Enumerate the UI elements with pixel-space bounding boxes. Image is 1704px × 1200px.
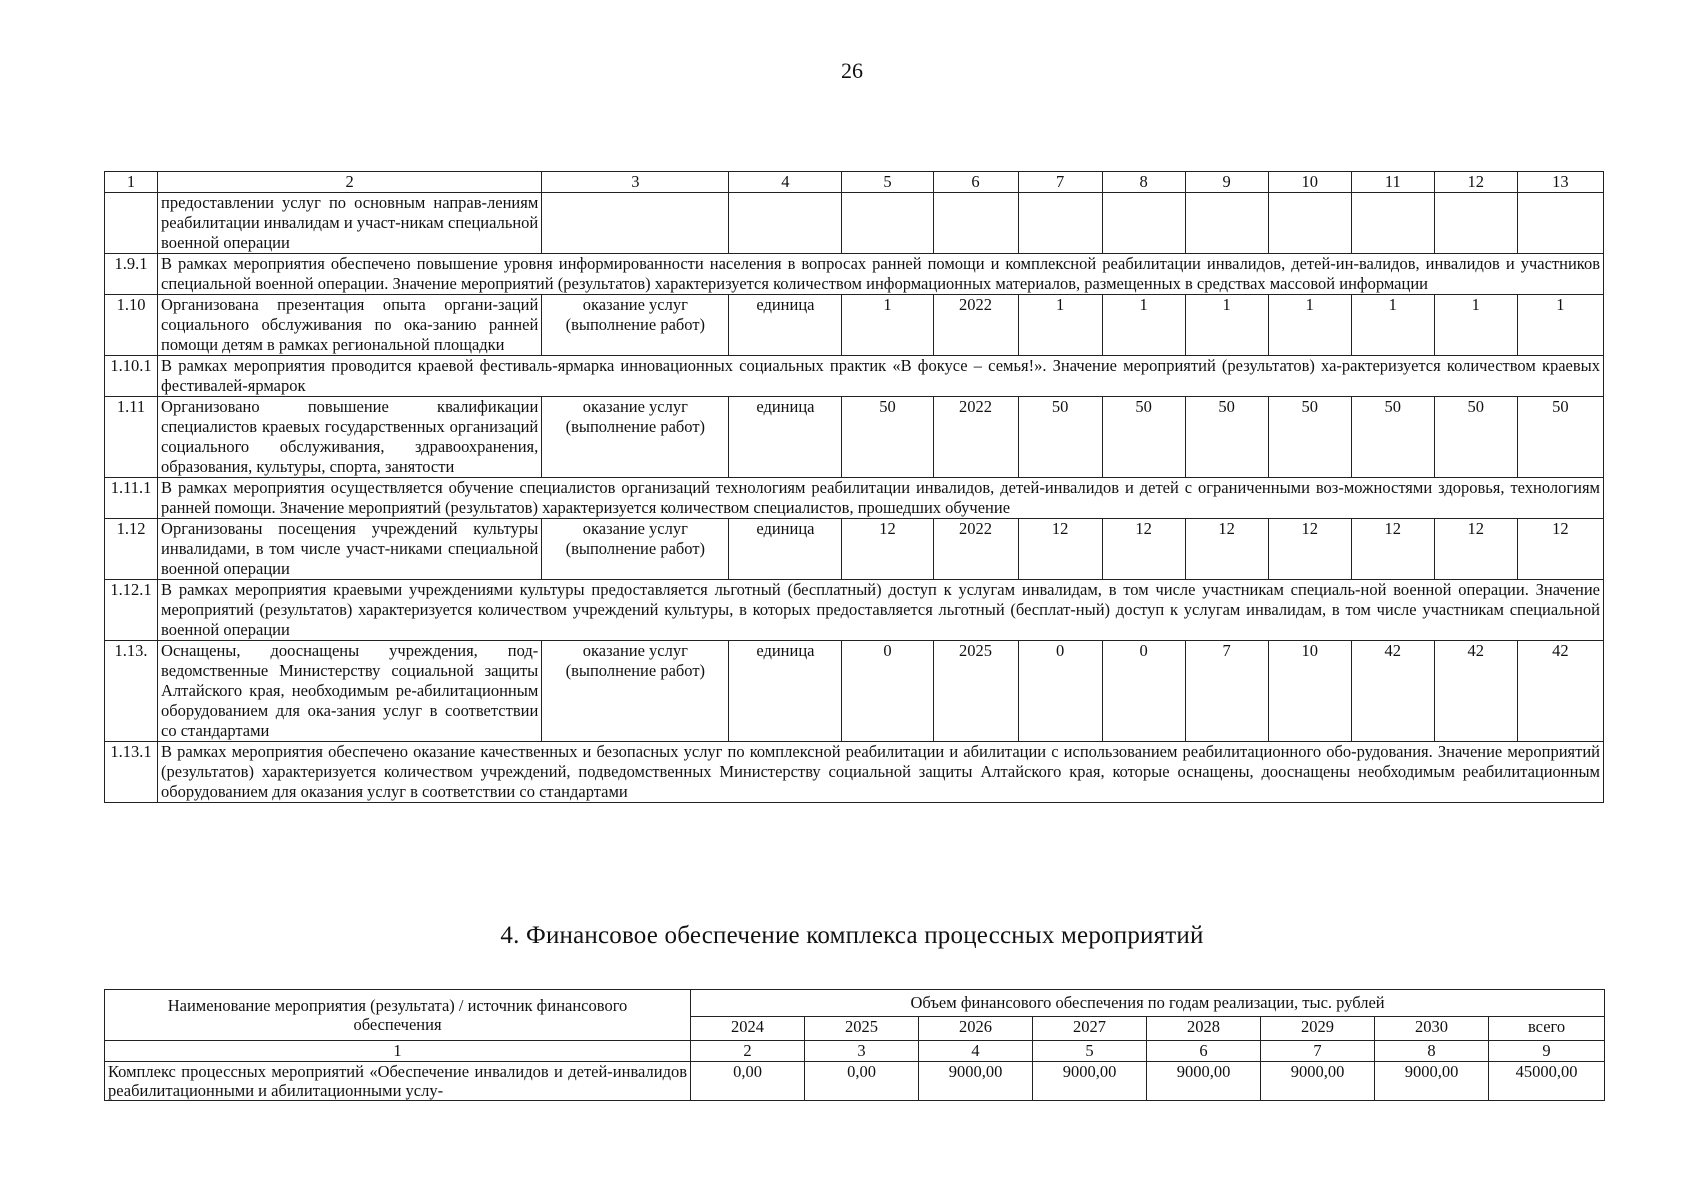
col-index: 7 — [1018, 172, 1102, 193]
indicator-type: оказание услуг (выполнение работ) — [542, 641, 729, 742]
year-value-cell: 1 — [1434, 295, 1517, 356]
year-value-cell: 42 — [1351, 641, 1434, 742]
year-header: 2027 — [1033, 1017, 1147, 1041]
col-index: 10 — [1268, 172, 1351, 193]
note-text: В рамках мероприятия обеспечено оказание качественных и безопасных услуг по комплексной реабилитации и абилитации с использованием реабилитационного обо-рудования. Значение мероприятий (результатов) характеризуется количеством учреждений, подведомственных Министерству социальной защиты Алтайского края, которые оснащены, дооснащены необходимым реабилитационным оборудованием для оказания услуг в соответствии со стандартами — [158, 742, 1604, 803]
indicator-name: Организовано повышение квалификации специалистов краевых государственных организаций социального обслуживания, здравоохранения, образования, культуры, спорта, занятости — [158, 397, 542, 478]
year-value-cell: 50 — [1185, 397, 1268, 478]
base-year-cell: 2022 — [933, 397, 1018, 478]
complex-name: Комплекс процессных мероприятий «Обеспечение инвалидов и детей-инвалидов реабилитационными и абилитационными услу- — [105, 1062, 691, 1101]
base-year-cell: 2022 — [933, 519, 1018, 580]
col-index: 6 — [933, 172, 1018, 193]
year-value-cell — [1102, 193, 1185, 254]
amount-cell: 0,00 — [691, 1062, 805, 1101]
unit-cell: единица — [729, 397, 842, 478]
note-text: В рамках мероприятия проводится краевой фестиваль-ярмарка инновационных социальных практик «В фокусе – семья!». Значение мероприятий (результатов) ха-рактеризуется количеством краевых фестивалей-ярмарок — [158, 356, 1604, 397]
year-value-cell: 1 — [1517, 295, 1603, 356]
year-value-cell: 1 — [1102, 295, 1185, 356]
year-header: 2029 — [1261, 1017, 1375, 1041]
row-number: 1.11 — [105, 397, 158, 478]
indicator-type: оказание услуг (выполнение работ) — [542, 295, 729, 356]
indicator-row — [105, 641, 1604, 742]
amount-cell: 9000,00 — [1375, 1062, 1489, 1101]
amount-cell: 9000,00 — [919, 1062, 1033, 1101]
col-index: 2 — [158, 172, 542, 193]
indicator-name: предоставлении услуг по основным направ-лениям реабилитации инвалидам и участ-никам специальной военной операции — [158, 193, 542, 254]
year-value-cell: 42 — [1434, 641, 1517, 742]
year-value-cell: 42 — [1517, 641, 1603, 742]
col-index: 2 — [691, 1041, 805, 1062]
year-header: 2030 — [1375, 1017, 1489, 1041]
year-value-cell: 50 — [1018, 397, 1102, 478]
col-index: 6 — [1147, 1041, 1261, 1062]
row-number: 1.12 — [105, 519, 158, 580]
year-value-cell: 50 — [1102, 397, 1185, 478]
row-number: 1.10.1 — [105, 356, 158, 397]
col-index: 3 — [542, 172, 729, 193]
year-value-cell: 0 — [1102, 641, 1185, 742]
note-text: В рамках мероприятия осуществляется обучение специалистов организаций технологиям реабилитации инвалидов, детей-инвалидов и детей с ограниченными воз-можностями здоровья, технологиям ранней помощи. Значение мероприятий (результатов) характеризуется количеством специалистов, прошедших обучение — [158, 478, 1604, 519]
col-index: 7 — [1261, 1041, 1375, 1062]
note-text: В рамках мероприятия краевыми учреждениями культуры предоставляется льготный (бесплатный) доступ к услугам инвалидам, в том числе участникам специаль-ной военной операции. Значение мероприятий (результатов) характеризуется количеством учреждений культуры, в которых предоставляется льготный (бесплат-ный) доступ к услугам инвалидам, в том числе участникам специальной военной операции — [158, 580, 1604, 641]
note-row — [105, 742, 1604, 803]
financing-row — [105, 1062, 1605, 1101]
year-value-cell — [1268, 193, 1351, 254]
note-row — [105, 580, 1604, 641]
amount-cell: 9000,00 — [1261, 1062, 1375, 1101]
indicators-table-body — [105, 172, 1604, 803]
indicators-table — [104, 171, 1604, 803]
page-number: 26 — [841, 58, 863, 83]
base-value-cell: 0 — [842, 641, 933, 742]
year-value-cell: 50 — [1517, 397, 1603, 478]
indicator-row — [105, 193, 1604, 254]
year-value-cell — [1434, 193, 1517, 254]
indicator-type — [542, 193, 729, 254]
unit-cell: единица — [729, 519, 842, 580]
year-value-cell: 12 — [1018, 519, 1102, 580]
year-value-cell — [1351, 193, 1434, 254]
indicator-name: Организованы посещения учреждений культуры инвалидами, в том числе участ-никами специальной военной операции — [158, 519, 542, 580]
note-row — [105, 478, 1604, 519]
col-index: 5 — [842, 172, 933, 193]
indicator-type: оказание услуг (выполнение работ) — [542, 519, 729, 580]
base-year-cell: 2022 — [933, 295, 1018, 356]
year-value-cell: 12 — [1268, 519, 1351, 580]
column-index-row — [105, 172, 1604, 193]
base-year-cell — [933, 193, 1018, 254]
indicator-row — [105, 519, 1604, 580]
year-value-cell: 12 — [1102, 519, 1185, 580]
indicator-name: Организована презентация опыта органи-заций социального обслуживания по ока-занию ранней помощи детям в рамках региональной площадки — [158, 295, 542, 356]
amount-cell: 9000,00 — [1033, 1062, 1147, 1101]
row-number: 1.9.1 — [105, 254, 158, 295]
note-row — [105, 254, 1604, 295]
indicator-row — [105, 397, 1604, 478]
col-index: 3 — [805, 1041, 919, 1062]
col-index: 9 — [1489, 1041, 1605, 1062]
financing-index-row — [105, 1041, 1605, 1062]
col-index: 1 — [105, 1041, 691, 1062]
year-header: 2025 — [805, 1017, 919, 1041]
year-value-cell — [1018, 193, 1102, 254]
row-number: 1.13.1 — [105, 742, 158, 803]
base-value-cell — [842, 193, 933, 254]
indicator-row — [105, 295, 1604, 356]
financing-table — [104, 989, 1605, 1101]
base-value-cell: 1 — [842, 295, 933, 356]
year-value-cell: 12 — [1185, 519, 1268, 580]
base-value-cell: 50 — [842, 397, 933, 478]
year-value-cell: 50 — [1351, 397, 1434, 478]
year-value-cell: 1 — [1268, 295, 1351, 356]
row-number: 1.11.1 — [105, 478, 158, 519]
note-row — [105, 356, 1604, 397]
year-value-cell — [1185, 193, 1268, 254]
year-header: 2026 — [919, 1017, 1033, 1041]
name-source-header: Наименование мероприятия (результата) / источник финансового обеспечения — [105, 990, 691, 1041]
col-index: 13 — [1517, 172, 1603, 193]
year-value-cell: 1 — [1351, 295, 1434, 356]
year-value-cell: 7 — [1185, 641, 1268, 742]
financing-header-row — [105, 990, 1605, 1017]
unit-cell: единица — [729, 641, 842, 742]
year-header: 2024 — [691, 1017, 805, 1041]
year-header: всего — [1489, 1017, 1605, 1041]
unit-cell: единица — [729, 295, 842, 356]
year-value-cell: 50 — [1268, 397, 1351, 478]
indicator-type: оказание услуг (выполнение работ) — [542, 397, 729, 478]
col-index: 4 — [919, 1041, 1033, 1062]
col-index: 1 — [105, 172, 158, 193]
row-number: 1.10 — [105, 295, 158, 356]
col-index: 9 — [1185, 172, 1268, 193]
year-value-cell: 1 — [1018, 295, 1102, 356]
year-value-cell: 12 — [1351, 519, 1434, 580]
col-index: 5 — [1033, 1041, 1147, 1062]
base-year-cell: 2025 — [933, 641, 1018, 742]
year-value-cell: 10 — [1268, 641, 1351, 742]
section-title: 4. Финансовое обеспечение комплекса процессных мероприятий — [500, 922, 1204, 949]
year-header: 2028 — [1147, 1017, 1261, 1041]
col-index: 12 — [1434, 172, 1517, 193]
row-number: 1.12.1 — [105, 580, 158, 641]
col-index: 8 — [1102, 172, 1185, 193]
unit-cell — [729, 193, 842, 254]
col-index: 4 — [729, 172, 842, 193]
year-value-cell — [1517, 193, 1603, 254]
indicator-name: Оснащены, дооснащены учреждения, под-ведомственные Министерству социальной защиты Алтайского края, необходимым ре-абилитационным оборудованием для ока-зания услуг в соответствии со стандартами — [158, 641, 542, 742]
year-value-cell: 12 — [1517, 519, 1603, 580]
note-text: В рамках мероприятия обеспечено повышение уровня информированности населения в вопросах ранней помощи и комплексной реабилитации инвалидов, детей-ин-валидов, инвалидов и участников специальной военной операции. Значение мероприятий (результатов) характеризуется количеством информационных материалов, размещенных в средствах массовой информации — [158, 254, 1604, 295]
year-value-cell: 12 — [1434, 519, 1517, 580]
col-index: 11 — [1351, 172, 1434, 193]
row-number: 1.13. — [105, 641, 158, 742]
year-value-cell: 0 — [1018, 641, 1102, 742]
amount-cell: 45000,00 — [1489, 1062, 1605, 1101]
year-value-cell: 50 — [1434, 397, 1517, 478]
row-number — [105, 193, 158, 254]
year-value-cell: 1 — [1185, 295, 1268, 356]
amount-cell: 0,00 — [805, 1062, 919, 1101]
volume-header: Объем финансового обеспечения по годам реализации, тыс. рублей — [691, 990, 1605, 1017]
amount-cell: 9000,00 — [1147, 1062, 1261, 1101]
col-index: 8 — [1375, 1041, 1489, 1062]
base-value-cell: 12 — [842, 519, 933, 580]
